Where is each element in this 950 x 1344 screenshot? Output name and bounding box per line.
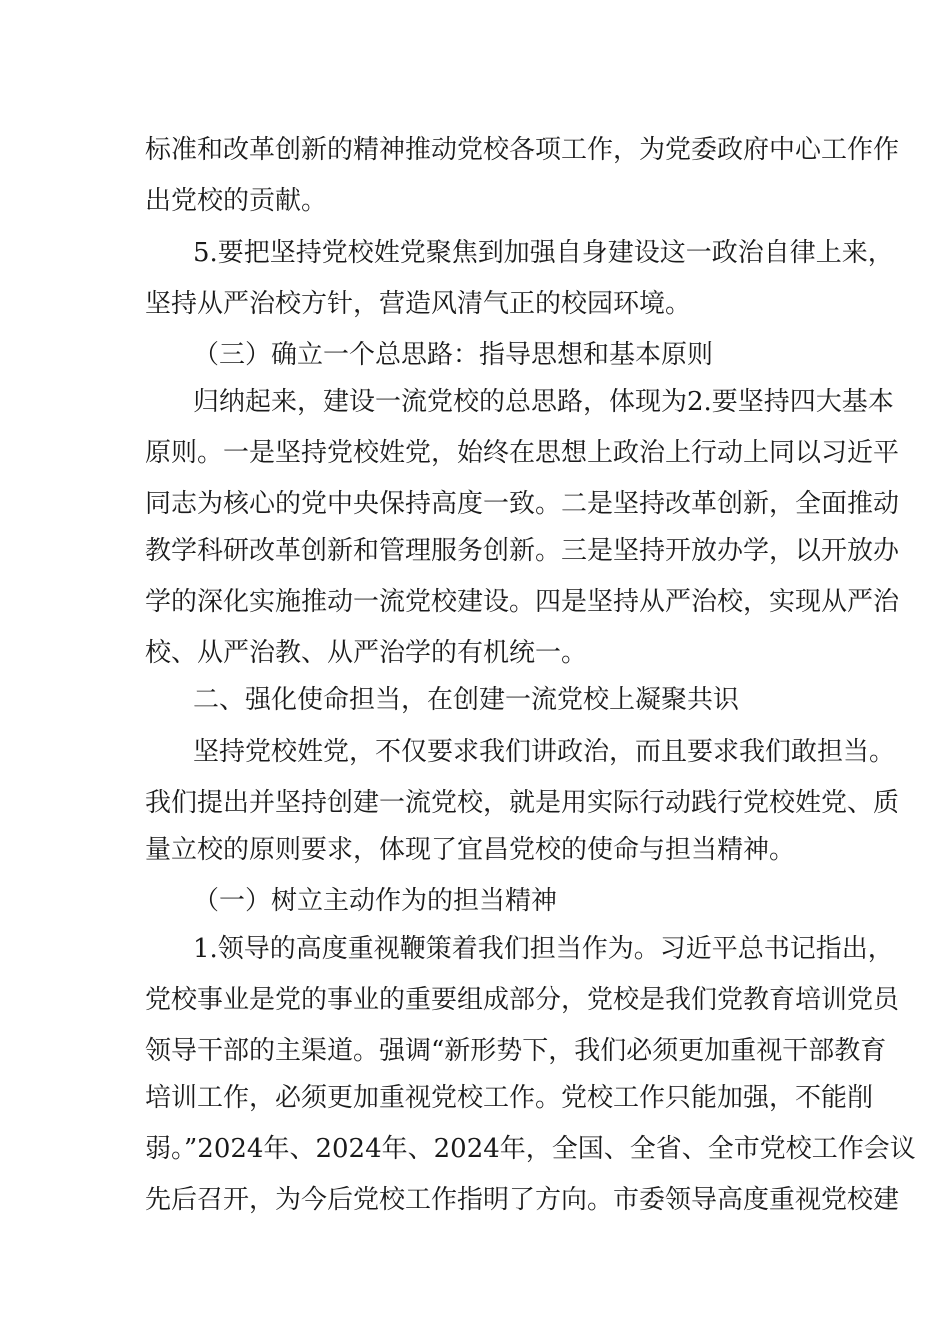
paragraph-line: 培训工作，必须更加重视党校工作。党校工作只能加强，不能削 bbox=[145, 1083, 874, 1113]
paragraph-line: 学的深化实施推动一流党校建设。四是坚持从严治校，实现从严治 bbox=[145, 587, 900, 617]
paragraph-line: 领导干部的主渠道。强调“新形势下，我们必须更加重视干部教育 bbox=[145, 1036, 887, 1066]
paragraph-line: 校、从严治教、从严治学的有机统一。 bbox=[145, 638, 588, 668]
section-heading: 二、强化使命担当，在创建一流党校上凝聚共识 bbox=[193, 685, 740, 715]
paragraph-line: 党校事业是党的事业的重要组成部分，党校是我们党教育培训党员 bbox=[145, 985, 900, 1015]
paragraph-line: 5.要把坚持党校姓党聚焦到加强自身建设这一政治自律上来， bbox=[193, 238, 894, 268]
paragraph-line: 归纳起来，建设一流党校的总思路，体现为2.要坚持四大基本 bbox=[193, 387, 894, 417]
paragraph-line: 我们提出并坚持创建一流党校，就是用实际行动践行党校姓党、质 bbox=[145, 788, 900, 818]
paragraph-line: 出党校的贡献。 bbox=[145, 186, 328, 216]
paragraph-line: 量立校的原则要求，体现了宜昌党校的使命与担当精神。 bbox=[145, 835, 796, 865]
paragraph-line: 坚持从严治校方针，营造风清气正的校园环境。 bbox=[145, 289, 692, 319]
section-heading: （一）树立主动作为的担当精神 bbox=[193, 886, 558, 916]
paragraph-line: 标准和改革创新的精神推动党校各项工作，为党委政府中心工作作 bbox=[145, 135, 900, 165]
section-heading: （三）确立一个总思路：指导思想和基本原则 bbox=[193, 340, 714, 370]
paragraph-line: 教学科研改革创新和管理服务创新。三是坚持开放办学，以开放办 bbox=[145, 536, 900, 566]
paragraph-line: 弱。”2024年、2024年、2024年，全国、全省、全市党校工作会议 bbox=[145, 1134, 916, 1164]
paragraph-line: 坚持党校姓党，不仅要求我们讲政治，而且要求我们敢担当。 bbox=[193, 737, 896, 767]
paragraph-line: 原则。一是坚持党校姓党，始终在思想上政治上行动上同以习近平 bbox=[145, 438, 900, 468]
paragraph-line: 同志为核心的党中央保持高度一致。二是坚持改革创新，全面推动 bbox=[145, 489, 900, 519]
paragraph-line: 1.领导的高度重视鞭策着我们担当作为。习近平总书记指出， bbox=[193, 934, 894, 964]
paragraph-line: 先后召开，为今后党校工作指明了方向。市委领导高度重视党校建 bbox=[145, 1185, 900, 1215]
